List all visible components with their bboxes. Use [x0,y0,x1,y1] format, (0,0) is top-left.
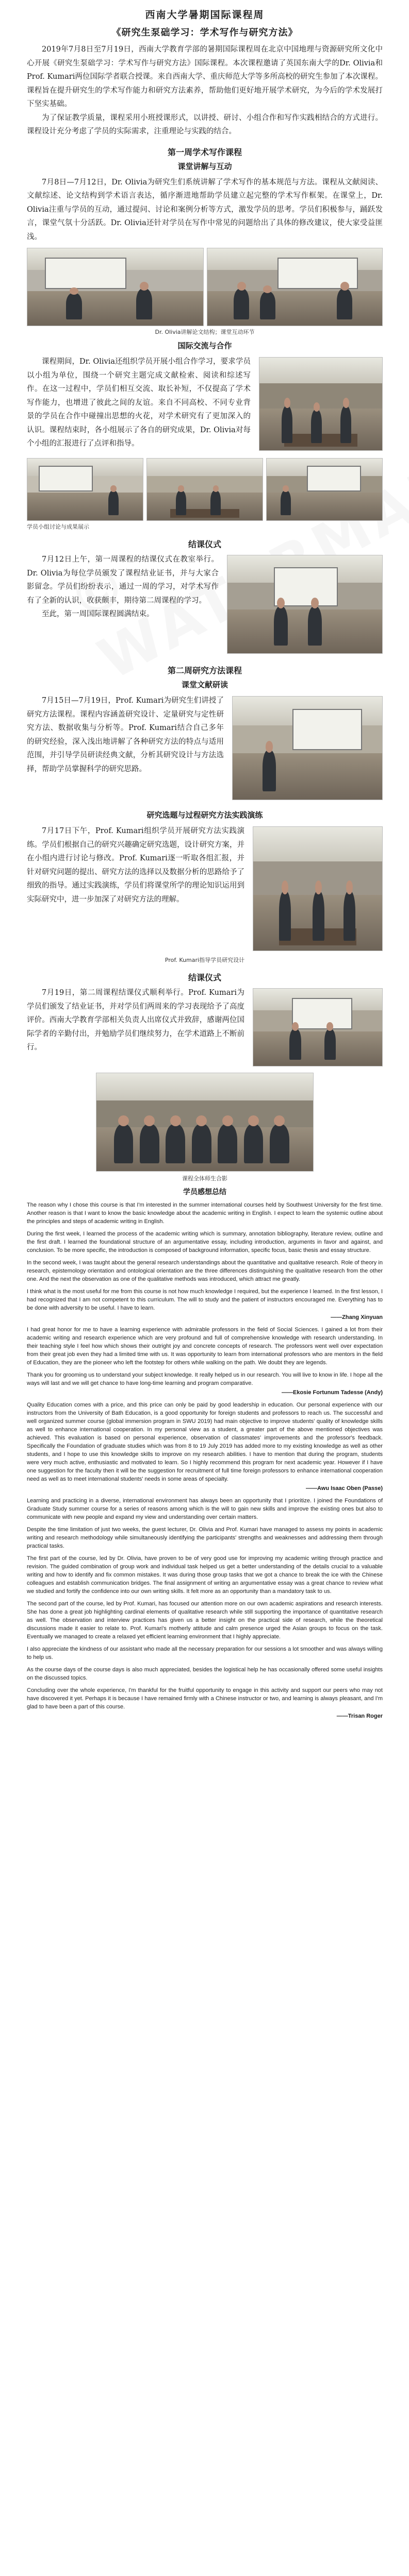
week2-award-heading: 结课仪式 [188,973,221,982]
reflection-paragraph: The second part of the course, led by Prof. Kumari, has focused our attention more on our own academic aspirations and research interests. She has done a great job highlighting cardinal elements of qualitative research while still supporting the importance of quantitative research as well. The observation and interview practices has given us a better insight on the practical side of research, while the theoretical discussions made it easier to relate to. Prof. Kumari's motherly attitude and calm presence urged the Asian groups to focus on the task. Eventually we managed to create a relaxed yet efficient learning environment that I highly appreciate. [27,1601,383,1640]
reflections-heading: 学员感想总结 [183,1188,226,1196]
week2-subheading-practice: 研究选题与过程研究方法实践演练 [146,810,263,820]
reflection-paragraph: I also appreciate the kindness of our assistant who made all the necessary preparation for our sessions a lot smoother and was always willing to help us. [27,1646,383,1660]
reflection-paragraph: The first part of the course, led by Dr. Olivia, have proven to be of very good use for improving my academic writing through practice and revision. The guided combination of group work and individual task helped us get a better understanding of the details crucial to a valuable writing and how to identify and fix common mistakes. It was during those group tasks that we got a chance to break the ice with the Chinese colleagues and establish communication bridges. The final assignment of writing an argumentative essay was a great chance to review what we studied and fortify the confidence into our own writing skills. It felt more as an opportunity than a mandatory task to us. [27,1555,383,1595]
week1-heading: 第一周学术写作课程 [167,147,242,157]
reflection-paragraph: I had great honor for me to have a learning experience with admirable professors in the field of Social Sciences. I gained a lot from their academic writing and research experience which are very profound and full of comprehensive knowledge with research understanding. In their teaching style I feel how which shows their outright joy and concrete concepts of research. The professors went well over expectation from their great job even they had a limited time with us. It was opportunity to learn from international professors who are mentors in the field of Education, they are the pioneer who left the footstep for others while walking on the path. We doubt they are legends. [27,1327,383,1366]
reflection-paragraph: Thank you for grooming us to understand your subject knowledge. It really helped us in our research. You will live to know in life. I hope all the ways will last and we will get chance to have long-time learning and program comparative. [27,1372,383,1386]
intro-paragraph-1: 2019年7月8日至7月19日，西南大学教育学部的暑期国际课程周在北京中国地理与资源研究所文化中心开展《研究生泵础学习：学术写作与研究方法》国际课程。本次课程邀请了英国东南大学的Dr. Olivia和Prof. Kumari两位国际学者联合授课。来自西南大学、重庆师范大学等多所高校的研究生参加了本次课程。课程旨在提升研究生的学术写作能力和研究方法素养，帮助他们更好地开展学术研究，为今后的学术发展打下坚实基础。 [27,45,383,108]
week2-subheading-literature: 课堂文献研读 [181,680,228,689]
photo-caption: Dr. Olivia讲解论文结构；课堂互动环节 [155,329,255,335]
week1-subheading-exchange: 国际交流与合作 [177,341,232,350]
group-photo [96,1073,314,1172]
ceremony-photo [227,555,383,654]
reflection-signature: ——Zhang Xinyuan [331,1314,383,1320]
week1-photo-row-2 [27,458,383,521]
photo-caption: Prof. Kumari指导学员研究设计 [165,957,245,963]
week1-award-block [27,553,383,657]
week2-paragraph-award: 7月19日，第二周课程结课仪式顺利举行。Prof. Kumari为学员们颁发了结业证书，并对学员们两周来的学习表现给予了高度评价。西南大学教育学部相关负责人出席仪式并致辞，感谢两位国际学者的辛勤付出，并勉励学员们继续努力，在学术道路上不断前行。 [27,989,244,1052]
reflection-paragraph: I think what is the most useful for me from this course is not how much knowledge I required, but the experience I learned. In the first lesson, I had recognized that I am not competent to this curriculum. The will to study and the patient of instructors encouraged me. Everything has to be done with adversity to be useful. I have to learn. [27,1289,383,1311]
week2-heading: 第二周研究方法课程 [167,666,242,675]
week2-award-block [27,986,383,1070]
week2-paragraph-practice: 7月17日下午，Prof. Kumari组织学员开展研究方法实践演练。学员们根据自己的研究兴趣确定研究选题，设计研究方案，并在小组内进行讨论与修改。Prof. Kumari逐一听取各组汇报，并针对研究问题的提出、研究方法的选择以及数据分析的思路给予了细致的指导。通过实践演练，学员们将课堂所学的理论知识运用到实际研究中，进一步加深了对研究方法的理解。 [27,827,244,904]
reflection-paragraph: In the second week, I was taught about the general research understandings about the quantitative and qualitative research. Role of theory in research, epistemology orientation and ontological orientation are the three differences distinguishing the qualitative research from the other one. And the next the observation as one of the qualitative methods was introduced, which attract me greatly. [27,1260,383,1282]
presentation-photo [146,458,263,521]
presentation-photo [27,458,143,521]
group-discussion-photo [259,357,383,451]
week1-paragraph-lecture: 7月8日—7月12日，Dr. Olivia为研究生们系统讲解了学术写作的基本规范与方法。课程从文献阅读、文献综述、论文结构到学术语言表达，循序渐进地帮助学员建立起完整的学术写作框架。在课堂上，Dr. Olivia注重与学员的互动，通过提问、讨论和案例分析等方式，激发学员的思考。学员们积极参与，踊跃发言，课堂气氛十分活跃。Dr. Olivia还针对学员在写作中常见的问题给出了具体的修改建议，使大家受益匪浅。 [27,178,383,241]
reflection-signature: ——Awu Isaac Oben (Passe) [306,1485,383,1492]
week2-literature-block [27,694,383,803]
week1-paragraph-closing: 至此，第一周国际课程圆满结束。 [42,610,154,618]
reflection-paragraph: Despite the time limitation of just two weeks, the guest lecturer, Dr. Olivia and Prof. Kumari have managed to assess my points in academic writing and research methodology while simultaneously identifying the participants' strengths and weaknesses and addressing them through practical tasks. [27,1527,383,1549]
ceremony-photo [253,988,383,1066]
presentation-photo [266,458,383,521]
reflection-paragraph: As the course days of the course days is also much appreciated, besides the logistical help he has occasionally offered some useful insights on the discussed topics. [27,1667,383,1681]
article [27,5,383,1724]
intro-paragraph-2: 为了保证教学质量，课程采用小班授课形式，以讲授、研讨、小组合作和写作实践相结合的方式进行。课程设计充分考虑了学员的实际需求，注重理论与实践的结合。 [27,113,383,135]
reflection-signature: ——Ekosie Fortunum Tadesse (Andy) [282,1389,383,1396]
week1-award-heading: 结课仪式 [188,539,221,549]
week1-subheading-lecture: 课堂讲解与互动 [177,161,232,171]
reflection-paragraph: Quality Education comes with a price, and this price can only be paid by good leadership in education. Our personal experience with our instructors from the University of Bath Education, is a good opportunity for foreign students and professors to reach us. The successful and well organized summer course (global immersion program in SWU 2019) had main objective to improve students' quality of knowledge skills as well to enhance international cooperation. In my personal view as a student, a greater part of the above mentioned objectives was achieved. This evaluation is based on personal experience, observation of classmates' improvements and the professor's feedback. Specifically the Foundation of graduate studies which was from 8 to 19 July 2019 has added more to my existing knowledge as well as other students, and I hope to use this knowledge skills to improve on my research abilities. I have to mention that during the program, students were very much active, enthusiastic and motivated to learn. So I highly recommend this program for next academic year. However if I have one suggestion for the faculty then it will be the suggestion for recruitment of full time foreign professors to enhance international cooperation need as well as to meet international students' needs in some areas of specialty. [27,1402,383,1482]
week1-paragraph-award: 7月12日上午，第一周课程的结课仪式在教室举行。Dr. Olivia为每位学员颁发了课程结业证书，并与大家合影留念。学员们纷纷表示，通过一周的学习，对学术写作有了全新的认识，收获颇丰，期待第二周课程的学习。 [27,555,219,605]
photo-caption: 学员小组讨论与成果展示 [27,523,89,530]
reflection-paragraph: Learning and practicing in a diverse, international environment has always been an opportunity that I prioritize. I joined the Foundations of Graduate Study summer course for a series of reasons among which is the will to gain new skills and improve the existing ones but also to communicate with new people and expand my view and understanding over certain matters. [27,1498,383,1520]
week2-practice-block [27,824,383,954]
practice-photo [253,826,383,951]
classroom-photo [27,248,204,326]
reflection-paragraph: Concluding over the whole experience, I'm thankful for the fruitful opportunity to engage in this activity and support our peers who may not have discovered it yet. Perhaps it is because I have remained firmly with a Chinese instructor or two, and learning is always pleasant, and I'm glad to have been a part of this course. [27,1687,383,1710]
page-subtitle: 《研究生泵础学习：学术写作与研究方法》 [111,27,298,38]
lecture-photo [232,696,383,800]
week1-exchange-block [27,355,383,454]
week1-photo-row [27,248,383,326]
page-title: 西南大学暑期国际课程周 [145,9,265,21]
photo-caption: 课程全体师生合影 [182,1175,227,1182]
reflection-paragraph: The reason why I chose this course is that I'm interested in the summer international courses held by Southwest University for the first time. Another reason is that I want to know the basic knowledge about the academic writing in English. I expect to learn the systemic outline about the principles and steps of academic writing in English. [27,1202,383,1225]
reflection-paragraph: During the first week, I learned the process of the academic writing which is summary, annotation bibliography, literature review, outline and the first draft. I learned the foundational structure of an argumentative essay, including introduction, arguments in favor and against, and conclusion. To be more specific, the introduction is composed of background information, specific focus, basic thesis and essay structure. [27,1231,383,1253]
reflection-signature: ——Trisan Roger [336,1713,383,1719]
week1-paragraph-exchange: 课程期间，Dr. Olivia还组织学员开展小组合作学习，要求学员以小组为单位，围绕一个研究主题完成文献检索、阅读和综述写作。在这一过程中，学员们相互交流、取长补短，不仅提高了学术写作能力，也增进了彼此之间的友谊。来自不同高校、不同专业背景的学员在合作中碰撞出思想的火花，对学术研究有了更加深入的认识。课程结束时，各小组展示了各自的研究成果，Dr. Olivia对每个小组的汇报进行了点评和指导。 [27,358,251,448]
classroom-photo [207,248,383,326]
week2-paragraph-literature: 7月15日—7月19日，Prof. Kumari为研究生们讲授了研究方法课程。课程内容涵盖研究设计、定量研究与定性研究方法、数据收集与分析等。Prof. Kumari结合自己多年的研究经验，深入浅出地讲解了各种研究方法的特点与适用范围，并引导学员研读经典文献，分析其研究设计与方法选择，帮助学员掌握科学的研究思路。 [27,697,224,773]
